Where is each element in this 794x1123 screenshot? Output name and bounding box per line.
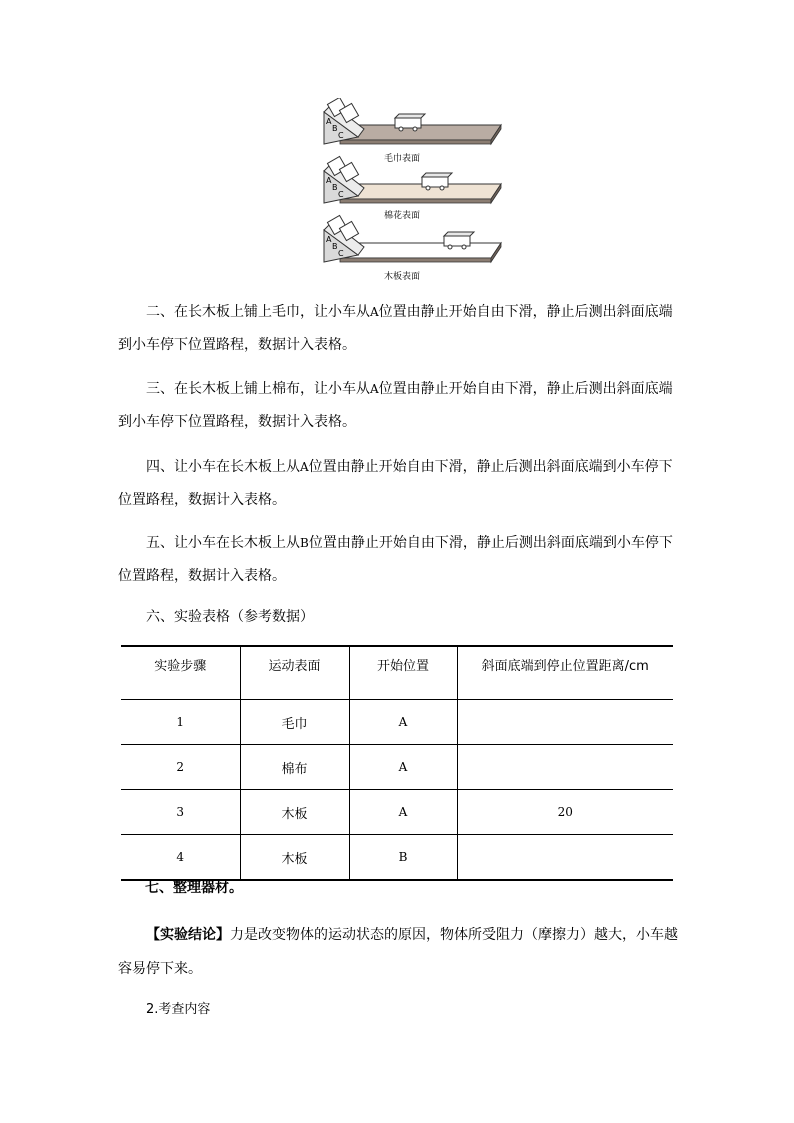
table-heading [118,601,678,634]
cell-surface: 棉布 [240,745,349,790]
ramp-label: B [332,183,338,192]
cell-surface: 木板 [240,835,349,881]
cell-step: 3 [121,790,240,835]
step-4-paragraph [118,451,678,517]
step-3-position: A [370,382,379,396]
step-5-text: 五、让小车在长木板上从 [146,535,300,551]
car-wheel [440,186,444,190]
ramp-label: C [338,190,344,199]
step-5-text-line2: 位置路程，数据计入表格。 [118,568,286,584]
ramp-label: C [338,249,344,258]
car-wheel [426,186,430,190]
cell-start-position: A [349,700,457,745]
step-5-paragraph [118,527,678,593]
section-7-title: 七、整理器材。 [145,880,243,896]
cell-distance [457,700,673,745]
step-2-position: A [370,305,379,319]
cell-surface: 毛巾 [240,700,349,745]
step-3-paragraph [118,373,678,439]
ramp-label: A [326,117,332,126]
conclusion-label: 【实验结论】 [146,927,230,943]
step-2-text: 二、在长木板上铺上毛巾，让小车从 [146,304,370,320]
surface-board [340,184,501,199]
board-edge [340,258,491,262]
conclusion-text: 力是改变物体的运动状态的原因，物体所受阻力（摩擦力）越大，小车越 [230,927,678,943]
ramp-label: A [326,176,332,185]
board-edge [340,199,491,203]
car-top [444,232,474,236]
ramp-diagram [318,98,504,284]
car-top [422,173,452,177]
ramp-label: B [332,242,338,251]
step-4-text-tail: 位置由静止开始自由下滑，静止后测出斜面底端到小车停下 [308,459,673,475]
header-surface: 运动表面 [240,646,349,700]
ramp-label: C [338,131,344,140]
step-4-position: A [300,460,309,474]
step-4-text-line2: 位置路程，数据计入表格。 [118,492,286,508]
step-3-text-tail: 位置由静止开始自由下滑，静止后测出斜面底端 [378,381,673,397]
car-body [395,118,421,128]
surface-board [340,243,501,258]
car-body [444,236,470,246]
car-top [395,114,425,118]
table-heading-text: 六、实验表格（参考数据） [146,609,314,625]
conclusion-text-line2: 容易停下来。 [118,961,202,977]
board-edge [340,140,491,144]
cell-distance [457,745,673,790]
caption-towel-surface: 毛巾表面 [384,154,421,164]
step-3-text: 三、在长木板上铺上棉布，让小车从 [146,381,370,397]
step-2-text-tail: 位置由静止开始自由下滑，静止后测出斜面底端 [378,304,673,320]
table-row [121,835,673,881]
table-row [121,745,673,790]
step-2-paragraph [118,296,678,362]
step-3-text-line2: 到小车停下位置路程，数据计入表格。 [118,414,356,430]
cell-step: 2 [121,745,240,790]
header-start-position: 开始位置 [349,646,457,700]
caption-cotton-surface: 棉花表面 [384,211,421,221]
experiment-table [121,645,673,881]
step-4-text: 四、让小车在长木板上从 [146,459,300,475]
conclusion-paragraph [118,918,678,986]
step-2-text-line2: 到小车停下位置路程，数据计入表格。 [118,337,356,353]
table-row [121,790,673,835]
header-distance: 斜面底端到停止位置距离/cm [457,646,673,700]
ramp-label: B [332,124,338,133]
car-wheel [448,245,452,249]
experiment-figure [318,98,504,284]
ramp-label: A [326,235,332,244]
subheading: 2.考查内容 [146,1002,211,1017]
car-wheel [399,127,403,131]
table-row [121,700,673,745]
cell-surface: 木板 [240,790,349,835]
header-step: 实验步骤 [154,659,207,674]
step-5-position: B [300,536,309,550]
cell-distance [457,835,673,881]
car-wheel [462,245,466,249]
cell-step: 1 [121,700,240,745]
cell-start-position: B [349,835,457,881]
table-header-row [121,646,673,700]
cell-start-position: A [349,790,457,835]
step-5-text-tail: 位置由静止开始自由下滑，静止后测出斜面底端到小车停下 [308,535,673,551]
cell-step: 4 [121,835,240,881]
cell-start-position: A [349,745,457,790]
caption-wood-surface: 木板表面 [384,272,421,282]
car-wheel [413,127,417,131]
car-body [422,177,448,187]
cell-distance: 20 [457,790,673,835]
